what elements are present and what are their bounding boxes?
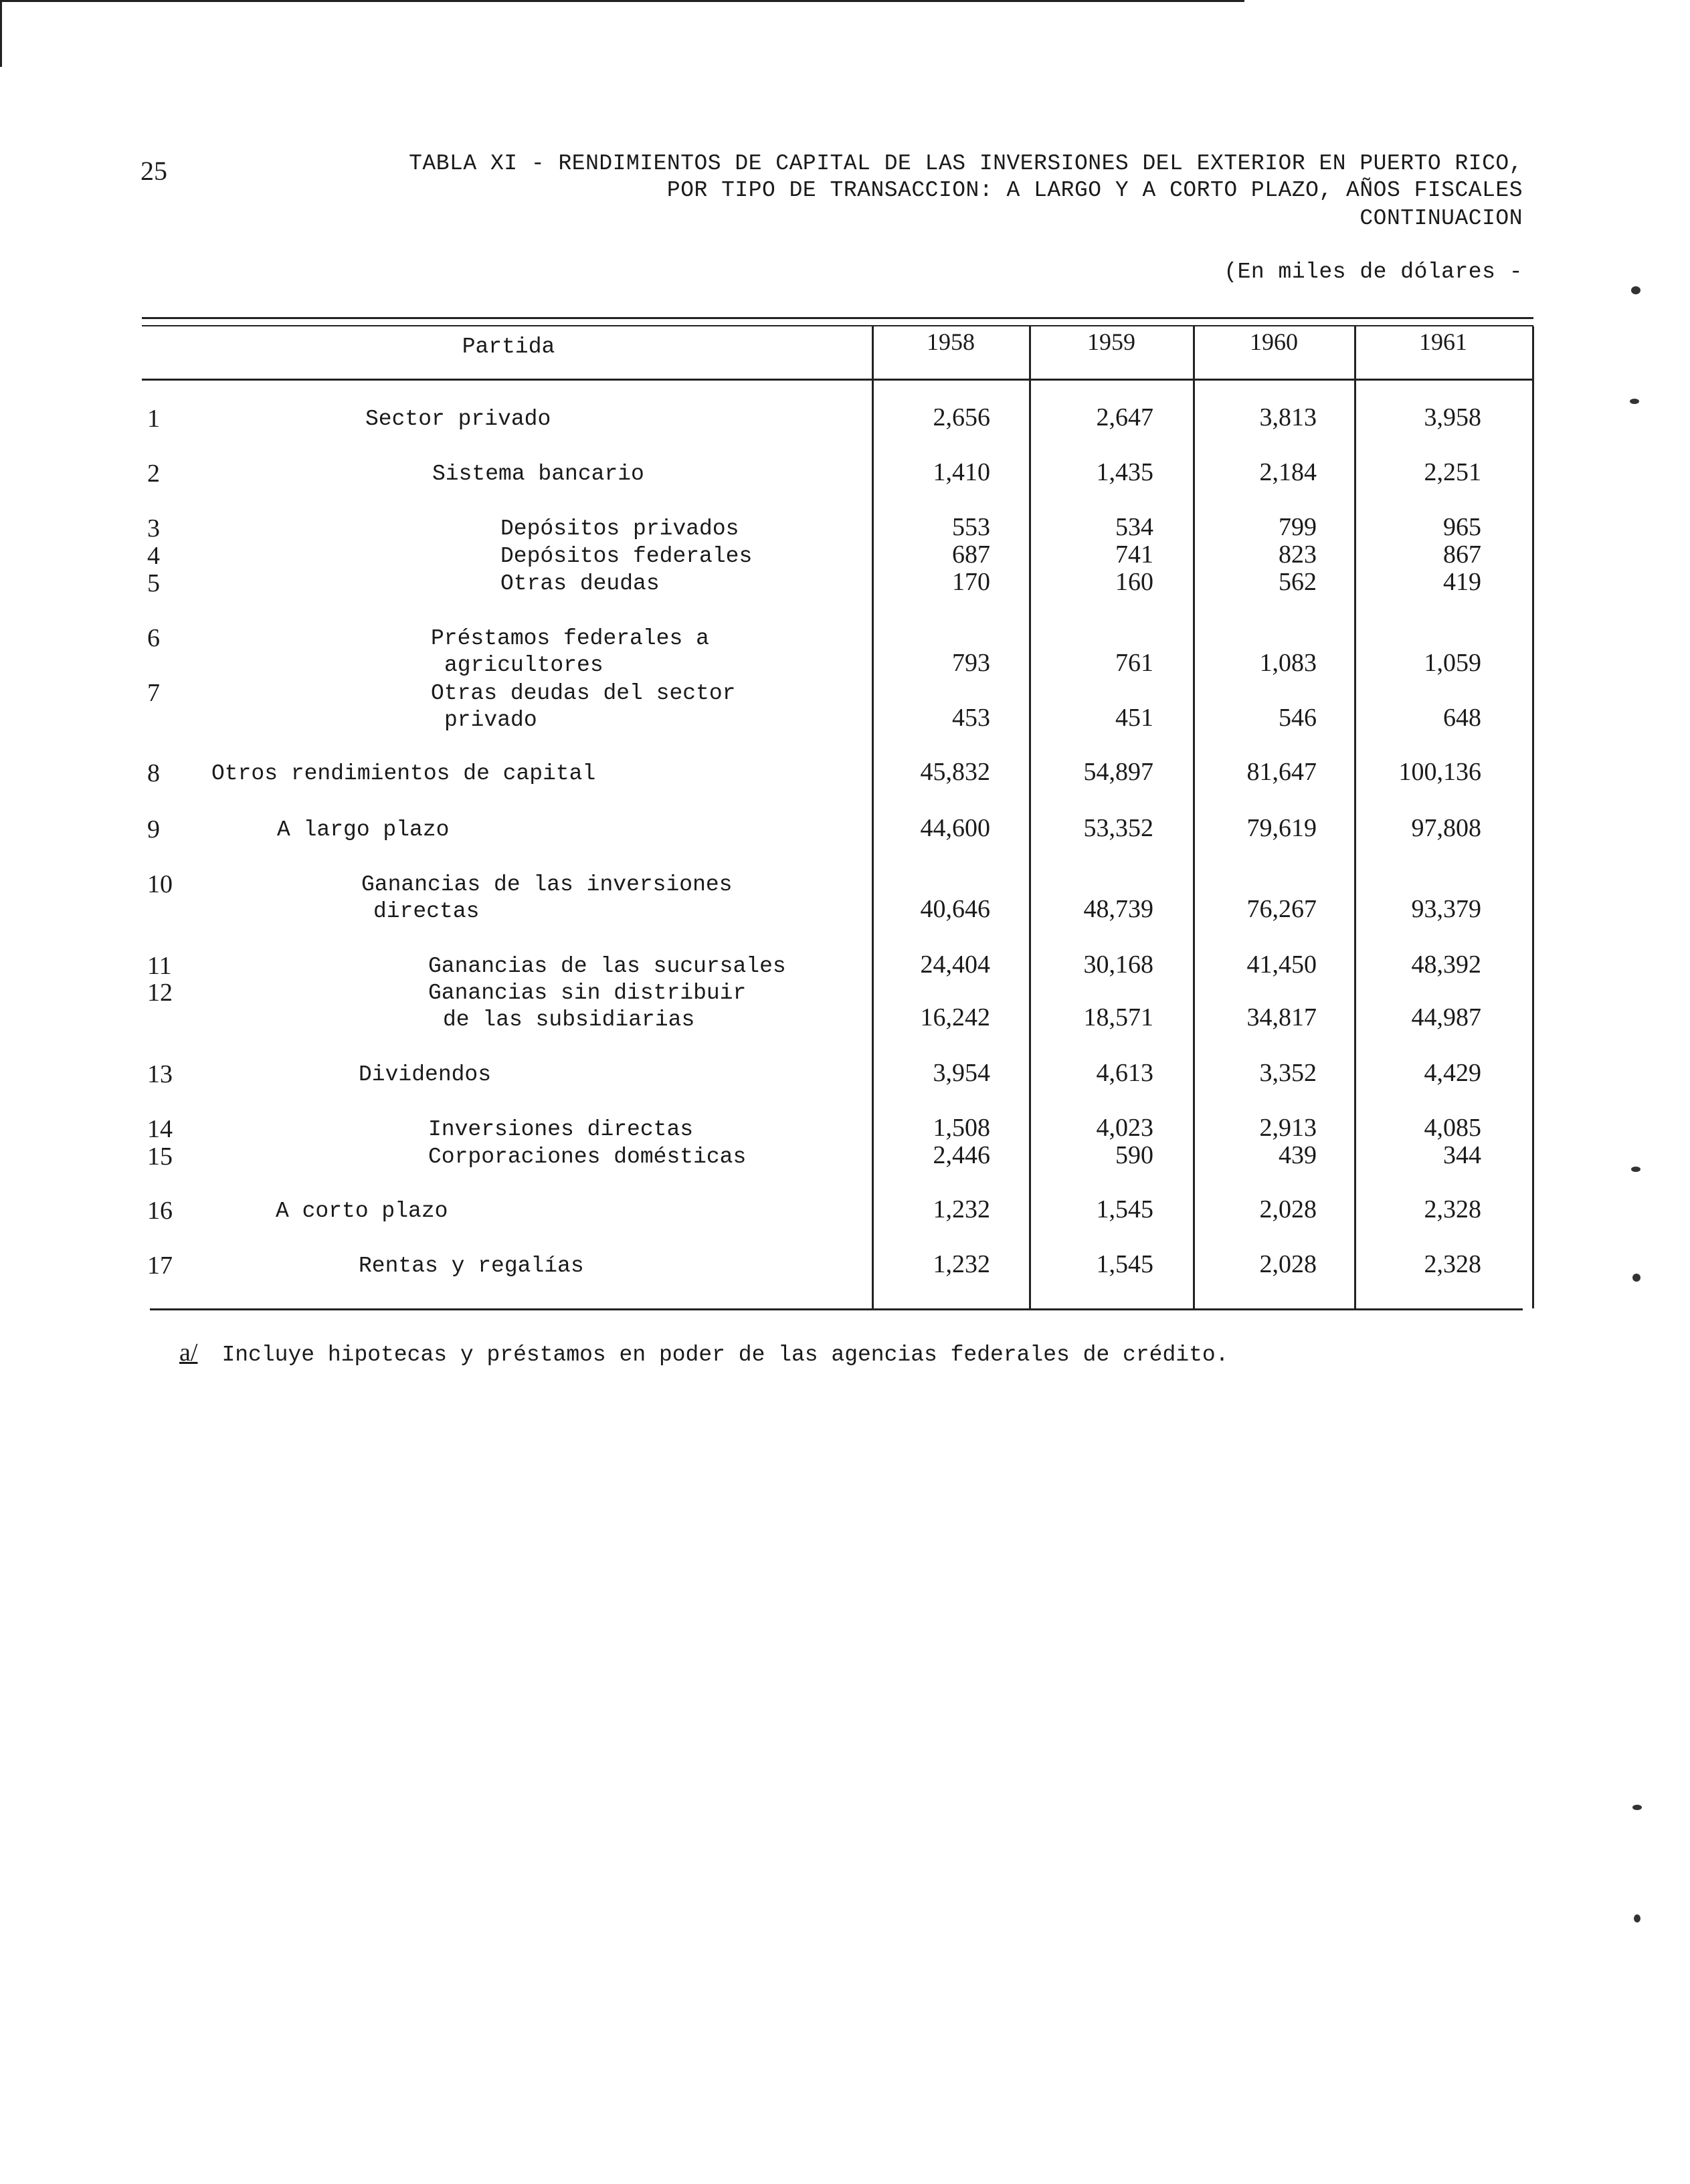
value-cell-1960: 76,267	[1246, 895, 1317, 923]
row-label: Ganancias de las inversiones	[361, 872, 733, 897]
value-cell-1958: 24,404	[920, 951, 990, 979]
footnote-mark: a/	[179, 1338, 198, 1367]
value-cell-1961: 100,136	[1398, 758, 1481, 786]
value-cell-1959: 4,613	[1096, 1059, 1153, 1087]
value-cell-1958: 3,954	[933, 1059, 990, 1087]
row-label-continuation: agricultores	[444, 653, 603, 678]
table-title-line-1: TABLA XI - RENDIMIENTOS DE CAPITAL DE LAS INVERSIONES DEL EXTERIOR EN PUERTO RICO,	[409, 151, 1523, 176]
value-cell-1959: 2,647	[1096, 403, 1153, 431]
value-cell-1959: 4,023	[1096, 1114, 1153, 1142]
column-header-1960: 1960	[1250, 328, 1298, 355]
row-label: Corporaciones domésticas	[428, 1145, 747, 1169]
row-number: 15	[147, 1143, 173, 1171]
value-cell-1959: 30,168	[1083, 951, 1153, 979]
value-cell-1960: 1,083	[1259, 649, 1317, 677]
row-label: Dividendos	[359, 1062, 492, 1087]
row-number: 2	[147, 460, 160, 488]
footnote	[179, 1338, 1228, 1367]
value-cell-1959: 160	[1115, 568, 1153, 596]
row-label: Rentas y regalías	[359, 1254, 584, 1278]
value-cell-1959: 53,352	[1083, 814, 1153, 842]
value-cell-1958: 453	[952, 704, 990, 732]
row-number: 13	[147, 1060, 173, 1088]
value-cell-1959: 18,571	[1083, 1003, 1153, 1031]
value-cell-1961: 4,085	[1424, 1114, 1481, 1142]
value-cell-1960: 81,647	[1246, 758, 1317, 786]
row-number: 4	[147, 542, 160, 570]
value-cell-1960: 2,913	[1259, 1114, 1317, 1142]
row-label: Inversiones directas	[428, 1117, 694, 1142]
value-cell-1959: 1,545	[1096, 1195, 1153, 1223]
page-number: 25	[140, 156, 167, 186]
row-label: Ganancias de las sucursales	[428, 954, 786, 979]
footnote-text: Incluye hipotecas y préstamos en poder de las agencias federales de crédito.	[221, 1343, 1229, 1367]
value-cell-1958: 793	[952, 649, 990, 677]
row-label: Sistema bancario	[432, 462, 644, 486]
value-cell-1959: 1,545	[1096, 1250, 1153, 1278]
scan-speck	[1632, 1274, 1640, 1282]
value-cell-1959: 534	[1115, 513, 1153, 541]
row-label: Otras deudas	[500, 571, 660, 596]
page-frame-top-edge	[0, 0, 1244, 2]
value-cell-1960: 3,352	[1259, 1059, 1317, 1087]
row-number: 8	[147, 759, 160, 787]
value-cell-1960: 41,450	[1246, 951, 1317, 979]
scan-speck	[1632, 1805, 1642, 1810]
row-number: 16	[147, 1197, 173, 1225]
value-cell-1958: 1,410	[933, 458, 990, 486]
table-units-note: (En miles de dólares -	[1224, 260, 1523, 284]
column-header-1958: 1958	[927, 328, 975, 355]
column-header-1961: 1961	[1419, 328, 1467, 355]
value-cell-1958: 2,656	[933, 403, 990, 431]
row-label: Depósitos privados	[500, 516, 739, 541]
column-header-1959: 1959	[1087, 328, 1135, 355]
value-cell-1959: 451	[1115, 704, 1153, 732]
row-label-continuation: privado	[444, 708, 537, 732]
value-cell-1958: 40,646	[920, 895, 990, 923]
value-cell-1960: 2,184	[1259, 458, 1317, 486]
table-top-rule-inner	[142, 325, 1533, 326]
value-cell-1959: 48,739	[1083, 895, 1153, 923]
column-divider-right	[1532, 326, 1534, 1308]
value-cell-1961: 93,379	[1411, 895, 1481, 923]
row-label: Otras deudas del sector	[431, 681, 736, 706]
scan-speck	[1634, 1914, 1640, 1922]
row-label: Ganancias sin distribuir	[428, 981, 747, 1005]
value-cell-1958: 2,446	[933, 1141, 990, 1169]
value-cell-1961: 648	[1443, 704, 1481, 732]
value-cell-1960: 79,619	[1246, 814, 1317, 842]
table-top-rule	[142, 317, 1533, 319]
value-cell-1961: 44,987	[1411, 1003, 1481, 1031]
value-cell-1961: 867	[1443, 540, 1481, 569]
table-header-rule	[142, 379, 1533, 381]
scan-speck	[1631, 1167, 1640, 1172]
value-cell-1960: 2,028	[1259, 1250, 1317, 1278]
table-bottom-rule	[150, 1308, 1523, 1310]
row-number: 10	[147, 870, 173, 898]
row-label: Sector privado	[365, 407, 551, 431]
value-cell-1958: 687	[952, 540, 990, 569]
value-cell-1961: 344	[1443, 1141, 1481, 1169]
value-cell-1961: 2,328	[1424, 1250, 1481, 1278]
value-cell-1961: 3,958	[1424, 403, 1481, 431]
value-cell-1961: 4,429	[1424, 1059, 1481, 1087]
value-cell-1961: 419	[1443, 568, 1481, 596]
value-cell-1958: 1,232	[933, 1250, 990, 1278]
value-cell-1959: 1,435	[1096, 458, 1153, 486]
value-cell-1961: 48,392	[1411, 951, 1481, 979]
value-cell-1961: 1,059	[1424, 649, 1481, 677]
column-header-partida: Partida	[462, 334, 555, 359]
row-label-continuation: directas	[373, 899, 480, 924]
value-cell-1958: 170	[952, 568, 990, 596]
row-number: 3	[147, 514, 160, 542]
table-title-line-2: POR TIPO DE TRANSACCION: A LARGO Y A CORTO PLAZO, AÑOS FISCALES	[666, 178, 1523, 203]
row-number: 14	[147, 1115, 173, 1143]
value-cell-1960: 34,817	[1246, 1003, 1317, 1031]
value-cell-1959: 54,897	[1083, 758, 1153, 786]
value-cell-1961: 2,328	[1424, 1195, 1481, 1223]
row-number: 5	[147, 569, 160, 597]
table-title-continuation: CONTINUACION	[1359, 206, 1523, 231]
value-cell-1960: 562	[1279, 568, 1317, 596]
value-cell-1958: 16,242	[920, 1003, 990, 1031]
row-label: Préstamos federales a	[431, 626, 709, 651]
row-number: 17	[147, 1252, 173, 1280]
row-number: 1	[147, 405, 160, 433]
value-cell-1960: 2,028	[1259, 1195, 1317, 1223]
row-label: A largo plazo	[277, 817, 450, 842]
row-label: Otros rendimientos de capital	[211, 761, 596, 786]
row-label: A corto plazo	[276, 1199, 448, 1223]
value-cell-1961: 97,808	[1411, 814, 1481, 842]
value-cell-1959: 741	[1115, 540, 1153, 569]
value-cell-1958: 1,508	[933, 1114, 990, 1142]
scan-speck	[1631, 286, 1640, 294]
page-frame-left-edge	[0, 0, 2, 67]
row-number: 6	[147, 624, 160, 652]
value-cell-1958: 45,832	[920, 758, 990, 786]
row-label: Depósitos federales	[500, 544, 753, 569]
scan-speck	[1630, 399, 1639, 404]
value-cell-1960: 823	[1279, 540, 1317, 569]
row-number: 9	[147, 815, 160, 843]
value-cell-1959: 590	[1115, 1141, 1153, 1169]
value-cell-1958: 553	[952, 513, 990, 541]
row-number: 11	[147, 952, 172, 980]
value-cell-1959: 761	[1115, 649, 1153, 677]
value-cell-1960: 546	[1279, 704, 1317, 732]
row-number: 7	[147, 679, 160, 707]
value-cell-1958: 1,232	[933, 1195, 990, 1223]
value-cell-1960: 799	[1279, 513, 1317, 541]
value-cell-1961: 2,251	[1424, 458, 1481, 486]
value-cell-1960: 3,813	[1259, 403, 1317, 431]
value-cell-1958: 44,600	[920, 814, 990, 842]
row-number: 12	[147, 979, 173, 1007]
value-cell-1961: 965	[1443, 513, 1481, 541]
value-cell-1960: 439	[1279, 1141, 1317, 1169]
row-label-continuation: de las subsidiarias	[443, 1007, 695, 1032]
